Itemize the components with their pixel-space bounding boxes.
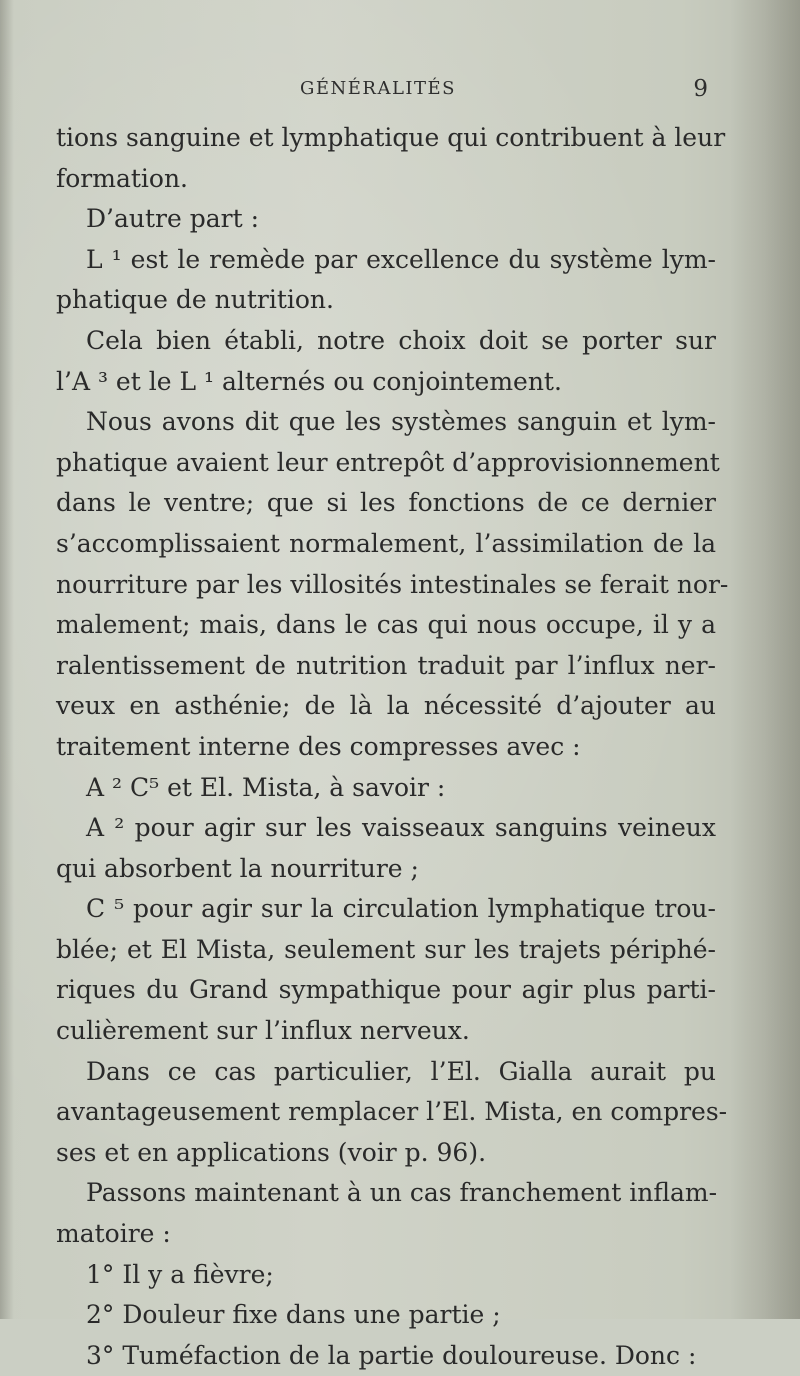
text-line: formation.: [56, 163, 189, 193]
page-edge-shadow: [730, 0, 800, 1319]
text-line: C ⁵ pour agir sur la circulation lymphatique trou-: [86, 894, 716, 924]
text-line: L ¹ est le remède par excellence du système lym-: [86, 244, 716, 274]
text-line: ralentissement de nutrition traduit par l’influx ner-: [56, 650, 716, 680]
text-line: phatique avaient leur entrepôt d’approvisionnement: [56, 447, 720, 477]
text-line: phatique de nutrition.: [56, 285, 334, 315]
text-line: Nous avons dit que les systèmes sanguin et lym-: [86, 407, 716, 437]
text-line: s’accomplissaient normalement, l’assimilation de la: [56, 528, 716, 558]
text-line: A ² pour agir sur les vaisseaux sanguins veineux: [86, 813, 716, 843]
text-line: veux en asthénie; de là la nécessité d’ajouter au: [56, 691, 716, 721]
page-number: 9: [693, 76, 708, 102]
text-line: nourriture par les villosités intestinales se ferait nor-: [56, 569, 729, 599]
text-line: Passons maintenant à un cas franchement inflam-: [86, 1178, 718, 1208]
text-line: blée; et El Mista, seulement sur les trajets périphé-: [56, 934, 716, 964]
text-line: qui absorbent la nourriture ;: [56, 853, 419, 883]
list-item: 2° Douleur fixe dans une partie ;: [86, 1300, 501, 1330]
list-item: 1° Il y a fièvre;: [86, 1259, 274, 1289]
running-head-title: GÉNÉRALITÉS: [300, 78, 456, 99]
text-line: tions sanguine et lymphatique qui contribuent à leur: [56, 123, 726, 152]
text-line: riques du Grand sympathique pour agir plus parti-: [56, 975, 716, 1005]
text-line: l’A ³ et le L ¹ alternés ou conjointement.: [56, 366, 562, 396]
text-line: A ² C⁵ et El. Mista, à savoir :: [86, 772, 446, 802]
text-line: Dans ce cas particulier, l’El. Gialla aurait pu: [86, 1056, 716, 1086]
text-line: dans le ventre; que si les fonctions de ce dernier: [56, 488, 716, 518]
text-line: malement; mais, dans le cas qui nous occupe, il y a: [56, 610, 716, 640]
body-text: [56, 118, 729, 1376]
text-line: traitement interne des compresses avec :: [56, 731, 581, 761]
text-line: avantageusement remplacer l’El. Mista, en compres-: [56, 1097, 728, 1127]
page-gutter-shadow: [0, 0, 14, 1319]
text-line: matoire :: [56, 1219, 171, 1249]
text-line: Cela bien établi, notre choix doit se porter sur: [86, 325, 716, 355]
text-line: ses et en applications (voir p. 96).: [56, 1137, 487, 1167]
running-head: [0, 78, 800, 104]
text-line: D’autre part :: [86, 204, 260, 234]
list-item: 3° Tuméfaction de la partie douloureuse. Donc :: [86, 1340, 697, 1370]
text-line: culièrement sur l’influx nerveux.: [56, 1016, 470, 1046]
